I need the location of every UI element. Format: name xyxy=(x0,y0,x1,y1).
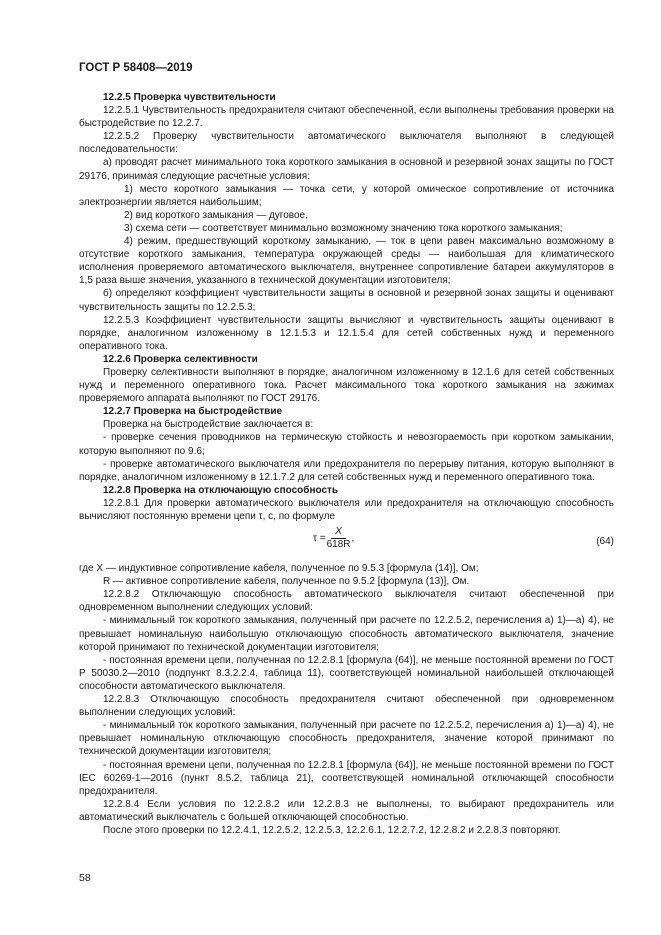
paragraph: - постоянная времени цепи, полученная по 12.2.8.1 [формула (64)], не меньше постоянной времени по ГОСТ IEC 60269-1—2016 (пункт 8.5.2, таблица 21), соответствующей номинальной отключающей способности предохранителя. xyxy=(79,759,614,797)
paragraph: 2) вид короткого замыкания — дуговое, xyxy=(124,209,308,221)
formula-numerator: X xyxy=(331,526,346,539)
formula-denominator xyxy=(327,539,351,551)
paragraph: 12.2.5.2 Проверку чувствительности автоматического выключателя выполняют в следующей последовательности: xyxy=(79,131,614,156)
formula-fraction xyxy=(327,526,351,551)
paragraph: 1) место короткого замыкания — точка сети, у которой омическое сопротивление от источника электроэнергии является наибольшим; xyxy=(79,183,614,208)
paragraph: 12.2.5.1 Чувствительность предохранителя считают обеспеченной, если выполнены требования проверки на быстродействие по 12.2.7. xyxy=(79,105,614,130)
paragraph: - проверке автоматического выключателя или предохранителя по перерыву питания, которую выполняют в порядке, аналогичном изложенному в 12.1.7.2 для сетей собственных нужд и переменного оперативного тока. xyxy=(79,458,614,483)
formula-number: (64) xyxy=(596,536,614,548)
paragraph: 4) режим, предшествующий короткому замыканию, — ток в цепи равен максимально возможному в отсутствие короткого замыкания, температура окружающей среды — наибольшая для климатического исполнения проверяемого автоматического выключателя, внутреннее сопротивление батареи аккумуляторов в 1,5 раза выше значения, указанного в технической документации изготовителя; xyxy=(79,236,614,287)
paragraph: - проверке сечения проводников на термическую стойкость и невозгораемость при коротком замыкании, которую выполняют по 9.6; xyxy=(79,432,614,457)
paragraph: 12.2.8.4 Если условия по 12.2.8.2 или 12.2.8.3 не выполнены, то выбирают предохранитель или автоматический выключатель с большей отключающей способностью. xyxy=(79,798,614,823)
paragraph: 12.2.7 Проверка на быстродействие xyxy=(103,406,283,418)
paragraph: - минимальный ток короткого замыкания, полученный при расчете по 12.2.5.2, перечисления а) 1)—а) 4), не превышает номинальную отключающую способность предохранителя, значение которой принимают по технической документации изготовителя; xyxy=(79,720,614,758)
paragraph: - минимальный ток короткого замыкания, полученный при расчете по 12.2.5.2, перечисления а) 1)—а) 4), не превышает номинальную наибольшую отключающую способность автоматического выключателя, значение которой принимают по технической документации изготовителя; xyxy=(79,615,614,653)
document-body xyxy=(79,91,614,837)
page-number: 58 xyxy=(79,872,91,884)
formula-denominator-text: 618R xyxy=(326,539,351,551)
section-text-upper xyxy=(79,91,614,523)
section-text-lower xyxy=(79,588,614,837)
formula-tail: , xyxy=(351,533,355,545)
formula-expression xyxy=(313,526,354,551)
paragraph: 12.2.8 Проверка на отключающую способность xyxy=(103,484,339,496)
paragraph: б) определяют коэффициент чувствительности защиты в основной и резервной зонах защиты и оценивают чувствительность защиты по 12.2.5.3; xyxy=(79,288,614,313)
paragraph: где X — индуктивное сопротивление кабеля, полученное по 9.5.3 [формула (14)], Ом; xyxy=(79,563,479,575)
paragraph: 12.2.5.3 Коэффициент чувствительности защиты вычисляют и чувствительность защиты оценивают в порядке, аналогичном изложенному в 12.1.5.3 и 12.1.5.4 для сетей собственных нужд и переменного оперативного тока. xyxy=(79,314,614,352)
paragraph: После этого проверки по 12.2.4.1, 12.2.5.2, 12.2.5.3, 12.2.6.1, 12.2.7.2, 12.2.8.2 и 2.2.8.3 повторяют. xyxy=(103,824,561,836)
paragraph: 12.2.6 Проверка селективности xyxy=(103,353,258,365)
paragraph: Проверка на быстродействие заключается в: xyxy=(103,419,314,431)
formula-lhs: τ = xyxy=(313,533,326,545)
paragraph: 12.2.8.1 Для проверки автоматического выключателя или предохранителя на отключающую способность вычисляют постоянную времени цепи τ, с, по формуле xyxy=(79,497,614,522)
paragraph: - постоянная времени цепи, полученная по 12.2.8.1 [формула (64)], не меньше постоянной времени по ГОСТ Р 50030.2—2010 (подпункт 8.3.2.2.4, таблица 11), соответствующей номинальной наибольшей отключающей способности автоматического выключателя. xyxy=(79,654,614,692)
paragraph: 12.2.8.2 Отключающую способность автоматического выключателя считают обеспеченной при одновременном выполнении следующих условий: xyxy=(79,589,614,614)
formula-64 xyxy=(79,526,614,556)
paragraph: Проверку селективности выполняют в порядке, аналогичном изложенному в 12.1.6 для сетей собственных нужд и переменного оперативного тока. Расчет максимального тока короткого замыкания на зажимах проверяемого аппарата выполняют по ГОСТ 29176. xyxy=(79,366,614,405)
paragraph: 12.2.8.3 Отключающую способность предохранителя считают обеспеченной при одновременном выполнении следующих условий: xyxy=(79,694,614,719)
document-header: ГОСТ Р 58408—2019 xyxy=(79,62,193,74)
formula-where-clause xyxy=(79,562,614,588)
paragraph: R — активное сопротивление кабеля, полученное по 9.5.2 [формула (13)], Ом. xyxy=(103,576,470,588)
paragraph: 12.2.5 Проверка чувствительности xyxy=(103,92,276,103)
paragraph: 3) схема сети — соответствует минимально возможному значению тока короткого замыкания; xyxy=(124,222,563,234)
paragraph: а) проводят расчет минимального тока короткого замыкания в основной и резервной зонах защиты по ГОСТ 29176, принимая следующие расчетные условия: xyxy=(79,157,614,182)
